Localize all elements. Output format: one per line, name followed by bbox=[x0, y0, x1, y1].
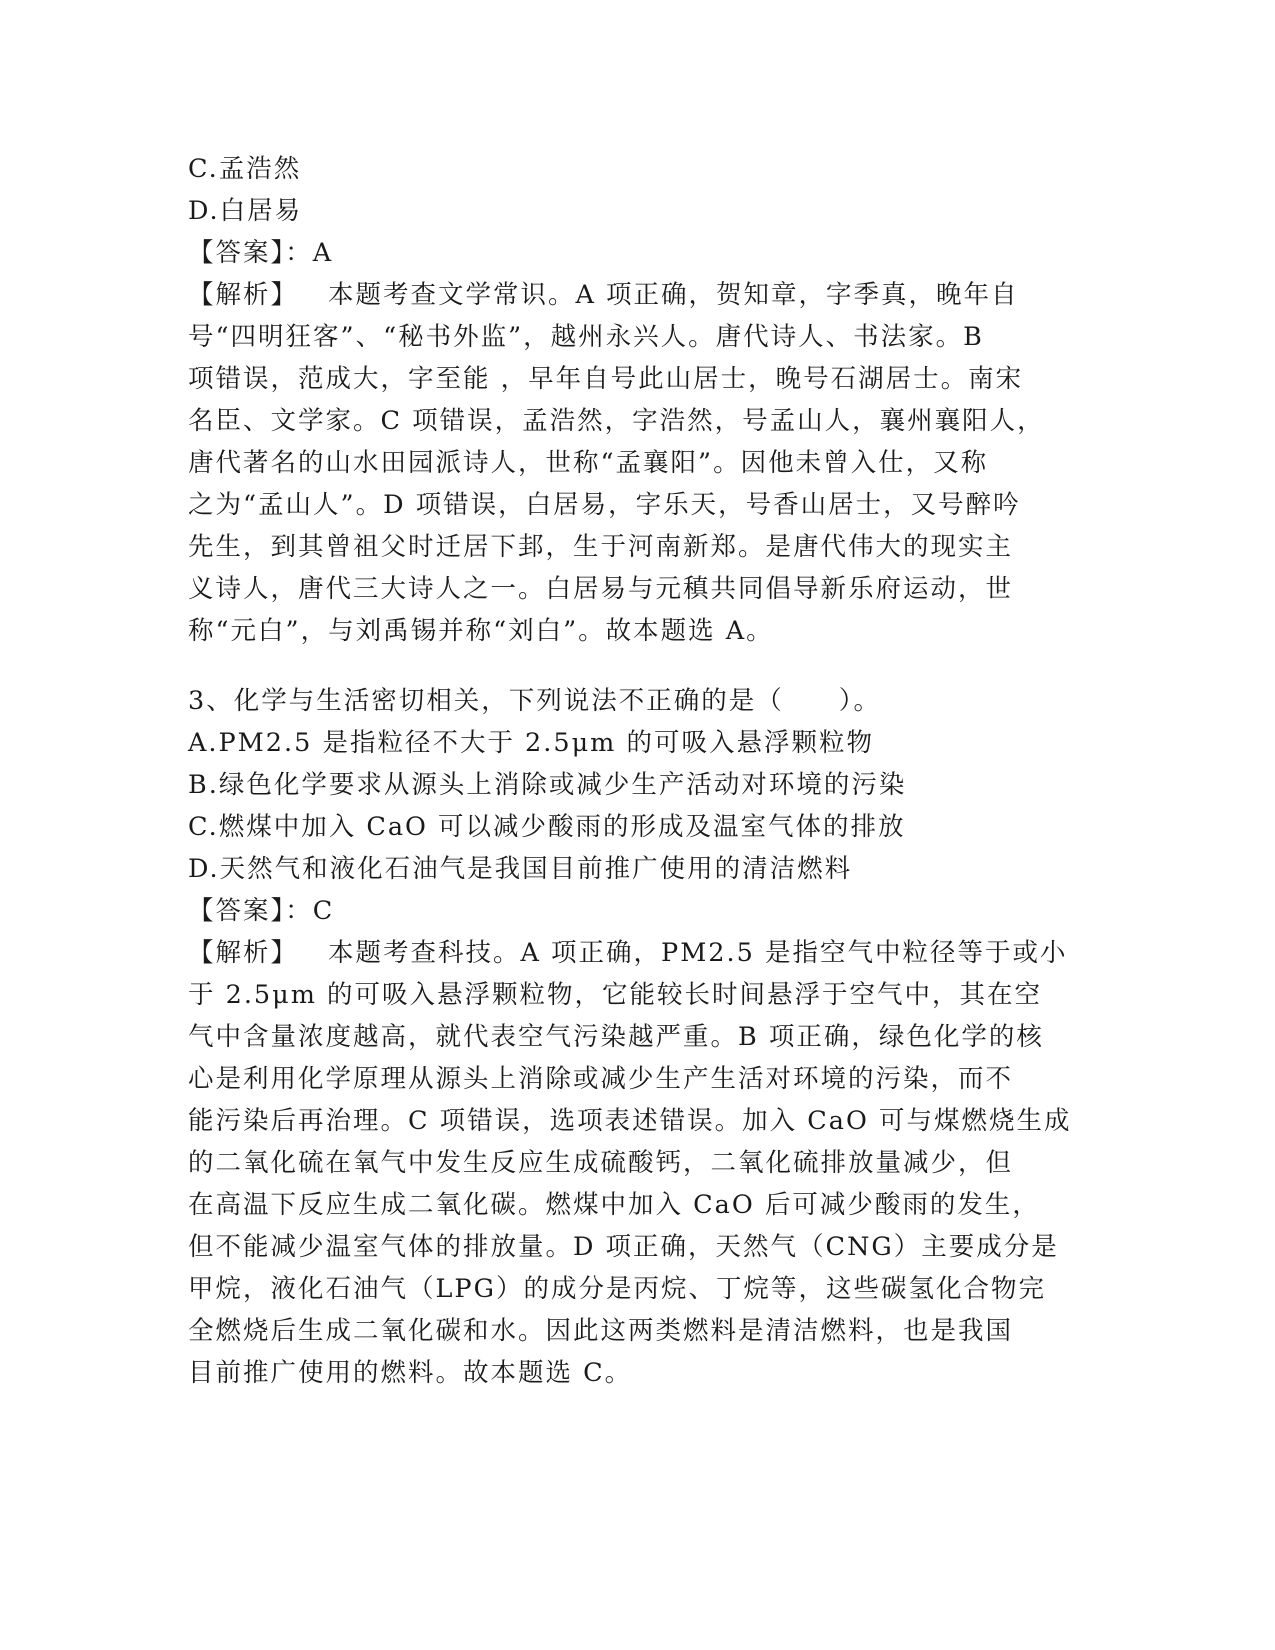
q3-analysis-line: 气中含量浓度越高，就代表空气污染越严重。B 项正确，绿色化学的核 bbox=[188, 1022, 1044, 1052]
q3-analysis-line: 心是利用化学原理从源头上消除或减少生产生活对环境的污染，而不 bbox=[188, 1064, 1014, 1094]
q3-stem: 3、化学与生活密切相关，下列说法不正确的是（ ）。 bbox=[188, 686, 881, 716]
q2-analysis-text: 本题考查文学常识。A 项正确，贺知章，字季真，晚年自 bbox=[328, 280, 1019, 310]
q2-answer: 【答案】：A bbox=[188, 238, 334, 268]
q3-analysis-line: 在高温下反应生成二氧化碳。燃煤中加入 CaO 后可减少酸雨的发生， bbox=[188, 1190, 1040, 1220]
q3-analysis-line bbox=[188, 932, 1078, 974]
q2-analysis-line bbox=[188, 274, 1078, 316]
q2-analysis-line: 之为“孟山人”。D 项错误，白居易，字乐天，号香山居士，又号醉吟 bbox=[188, 490, 1021, 520]
q2-analysis-line: 名臣、文学家。C 项错误，孟浩然，字浩然，号孟山人，襄州襄阳人， bbox=[188, 406, 1045, 436]
q3-analysis-line: 能污染后再治理。C 项错误，选项表述错误。加入 CaO 可与煤燃烧生成 bbox=[188, 1106, 1072, 1136]
q3-analysis-line: 但不能减少温室气体的排放量。D 项正确，天然气（CNG）主要成分是 bbox=[188, 1232, 1059, 1262]
q3-analysis-text: 本题考查科技。A 项正确，PM2.5 是指空气中粒径等于或小 bbox=[328, 938, 1068, 968]
q3-analysis-line: 的二氧化硫在氧气中发生反应生成硫酸钙，二氧化硫排放量减少，但 bbox=[188, 1148, 1014, 1178]
q3-answer: 【答案】：C bbox=[188, 896, 335, 926]
q2-analysis-line: 先生，到其曾祖父时迁居下邽，生于河南新郑。是唐代伟大的现实主 bbox=[188, 532, 1014, 562]
q3-option-c: C.燃煤中加入 CaO 可以减少酸雨的形成及温室气体的排放 bbox=[188, 812, 906, 842]
q2-analysis bbox=[188, 274, 1078, 652]
q3-analysis-line: 目前推广使用的燃料。故本题选 C。 bbox=[188, 1358, 633, 1388]
q2-analysis-line: 项错误，范成大，字至能 ，早年自号此山居士，晚号石湖居士。南宋 bbox=[188, 364, 1024, 394]
q3-analysis-line: 甲烷，液化石油气（LPG）的成分是丙烷、丁烷等，这些碳氢化合物完 bbox=[188, 1274, 1046, 1304]
q3-option-b: B.绿色化学要求从源头上消除或减少生产活动对环境的污染 bbox=[188, 770, 907, 800]
document-content bbox=[188, 148, 1078, 1394]
q2-analysis-line: 号“四明狂客”、“秘书外监”，越州永兴人。唐代诗人、书法家。B bbox=[188, 322, 984, 352]
q3-option-d: D.天然气和液化石油气是我国目前推广使用的清洁燃料 bbox=[188, 854, 853, 884]
q2-option-d: D.白居易 bbox=[188, 196, 303, 226]
q3-analysis-label: 【解析】 bbox=[188, 938, 299, 968]
q2-analysis-line: 称“元白”，与刘禹锡并称“刘白”。故本题选 A。 bbox=[188, 616, 774, 646]
q2-analysis-line: 义诗人，唐代三大诗人之一。白居易与元稹共同倡导新乐府运动，世 bbox=[188, 574, 1014, 604]
q2-analysis-line: 唐代著名的山水田园派诗人，世称“孟襄阳”。因他未曾入仕，又称 bbox=[188, 448, 989, 478]
q3-analysis bbox=[188, 932, 1078, 1394]
q2-analysis-label: 【解析】 bbox=[188, 280, 299, 310]
q3-analysis-line: 于 2.5μm 的可吸入悬浮颗粒物，它能较长时间悬浮于空气中，其在空 bbox=[188, 980, 1043, 1010]
q3-option-a: A.PM2.5 是指粒径不大于 2.5μm 的可吸入悬浮颗粒物 bbox=[188, 728, 874, 758]
q3-analysis-line: 全燃烧后生成二氧化碳和水。因此这两类燃料是清洁燃料，也是我国 bbox=[188, 1316, 1014, 1346]
q2-option-c: C.孟浩然 bbox=[188, 154, 302, 184]
